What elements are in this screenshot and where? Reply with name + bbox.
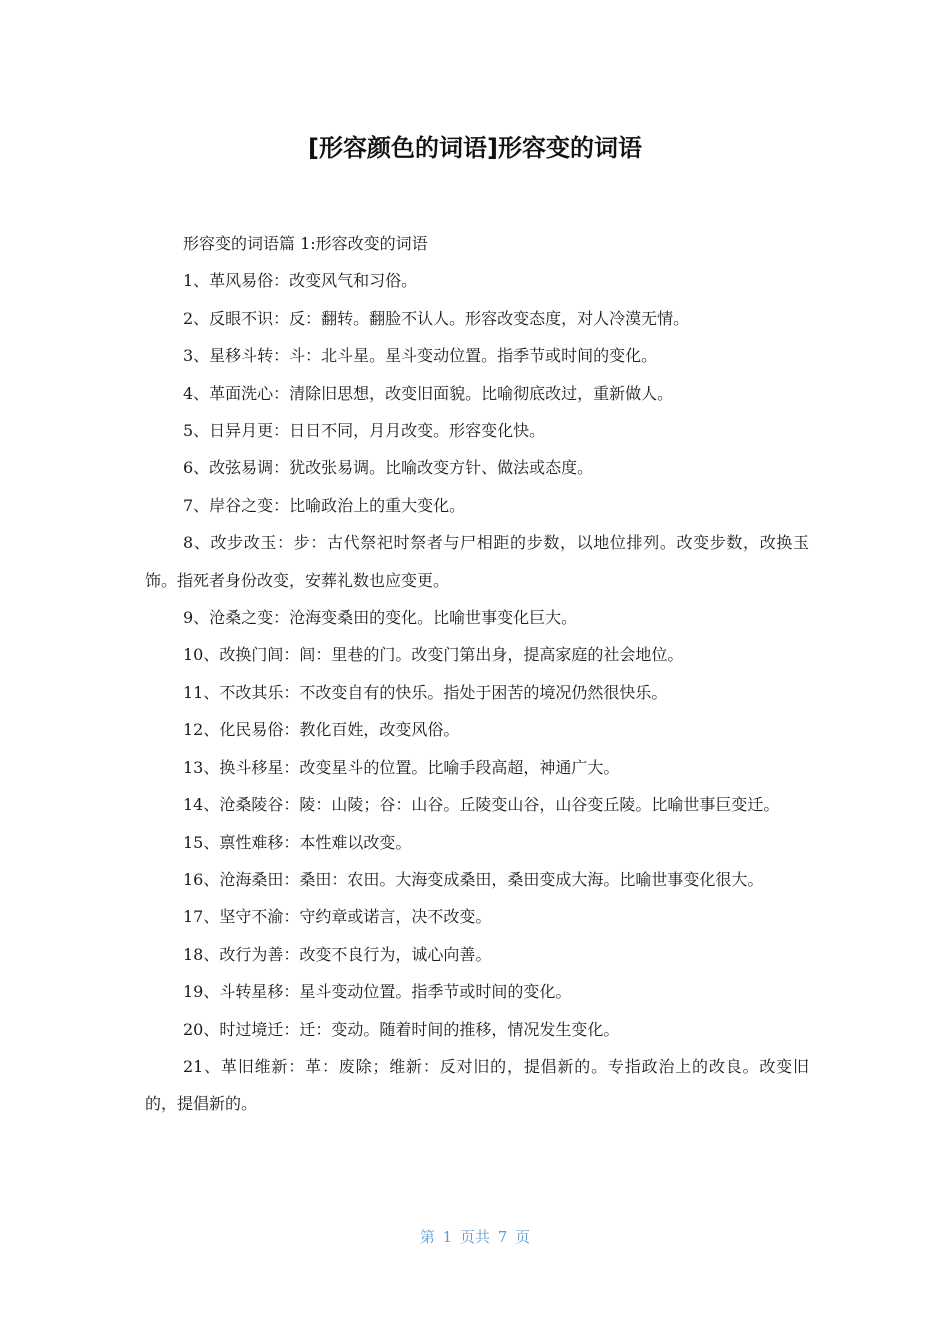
paragraph: 20、时过境迁：迁：变动。随着时间的推移，情况发生变化。 [183, 1019, 620, 1039]
paragraph: 5、日异月更：日日不同，月月改变。形容变化快。 [183, 421, 546, 441]
paragraph: 11、不改其乐：不改变自有的快乐。指处于困苦的境况仍然很快乐。 [183, 682, 668, 702]
paragraph: 13、换斗移星：改变星斗的位置。比喻手段高超，神通广大。 [183, 757, 620, 777]
paragraph: 14、沧桑陵谷：陵：山陵；谷：山谷。丘陵变山谷，山谷变丘陵。比喻世事巨变迁。 [183, 795, 780, 815]
paragraph: 21、革旧维新：革：废除；维新：反对旧的，提倡新的。专指政治上的改良。改变旧的，提倡新的。 [145, 1056, 809, 1114]
paragraph: 3、星移斗转：斗：北斗星。星斗变动位置。指季节或时间的变化。 [183, 346, 658, 366]
paragraph-heading: 形容变的词语篇 1:形容改变的词语 [183, 234, 428, 253]
paragraph: 12、化民易俗：教化百姓，改变风俗。 [183, 720, 460, 740]
paragraph: 18、改行为善：改变不良行为，诚心向善。 [183, 944, 492, 964]
paragraph: 15、禀性难移：本性难以改变。 [183, 832, 412, 852]
paragraph: 1、革风易俗：改变风气和习俗。 [183, 271, 418, 291]
paragraph: 8、改步改玉：步：古代祭祀时祭者与尸相距的步数，以地位排列。改变步数，改换玉饰。指死者身份改变，安葬礼数也应变更。 [145, 533, 809, 590]
paragraph: 17、坚守不渝：守约章或诺言，决不改变。 [183, 907, 492, 927]
paragraph: 6、改弦易调：犹改张易调。比喻改变方针、做法或态度。 [183, 458, 594, 478]
page-number-footer: 第 1 页共 7 页 [419, 1228, 531, 1246]
paragraph: 19、斗转星移：星斗变动位置。指季节或时间的变化。 [183, 982, 572, 1002]
document-body [145, 225, 809, 1123]
paragraph: 10、改换门闾：闾：里巷的门。改变门第出身，提高家庭的社会地位。 [183, 645, 684, 665]
paragraph: 16、沧海桑田：桑田：农田。大海变成桑田，桑田变成大海。比喻世事变化很大。 [183, 869, 764, 889]
page-title: [形容颜色的词语]形容变的词语 [308, 134, 642, 162]
paragraph: 4、革面洗心：清除旧思想，改变旧面貌。比喻彻底改过，重新做人。 [183, 383, 674, 403]
paragraph: 7、岸谷之变：比喻政治上的重大变化。 [183, 495, 466, 515]
paragraph: 9、沧桑之变：沧海变桑田的变化。比喻世事变化巨大。 [183, 608, 578, 628]
paragraph: 2、反眼不识：反：翻转。翻脸不认人。形容改变态度，对人冷漠无情。 [183, 308, 690, 328]
